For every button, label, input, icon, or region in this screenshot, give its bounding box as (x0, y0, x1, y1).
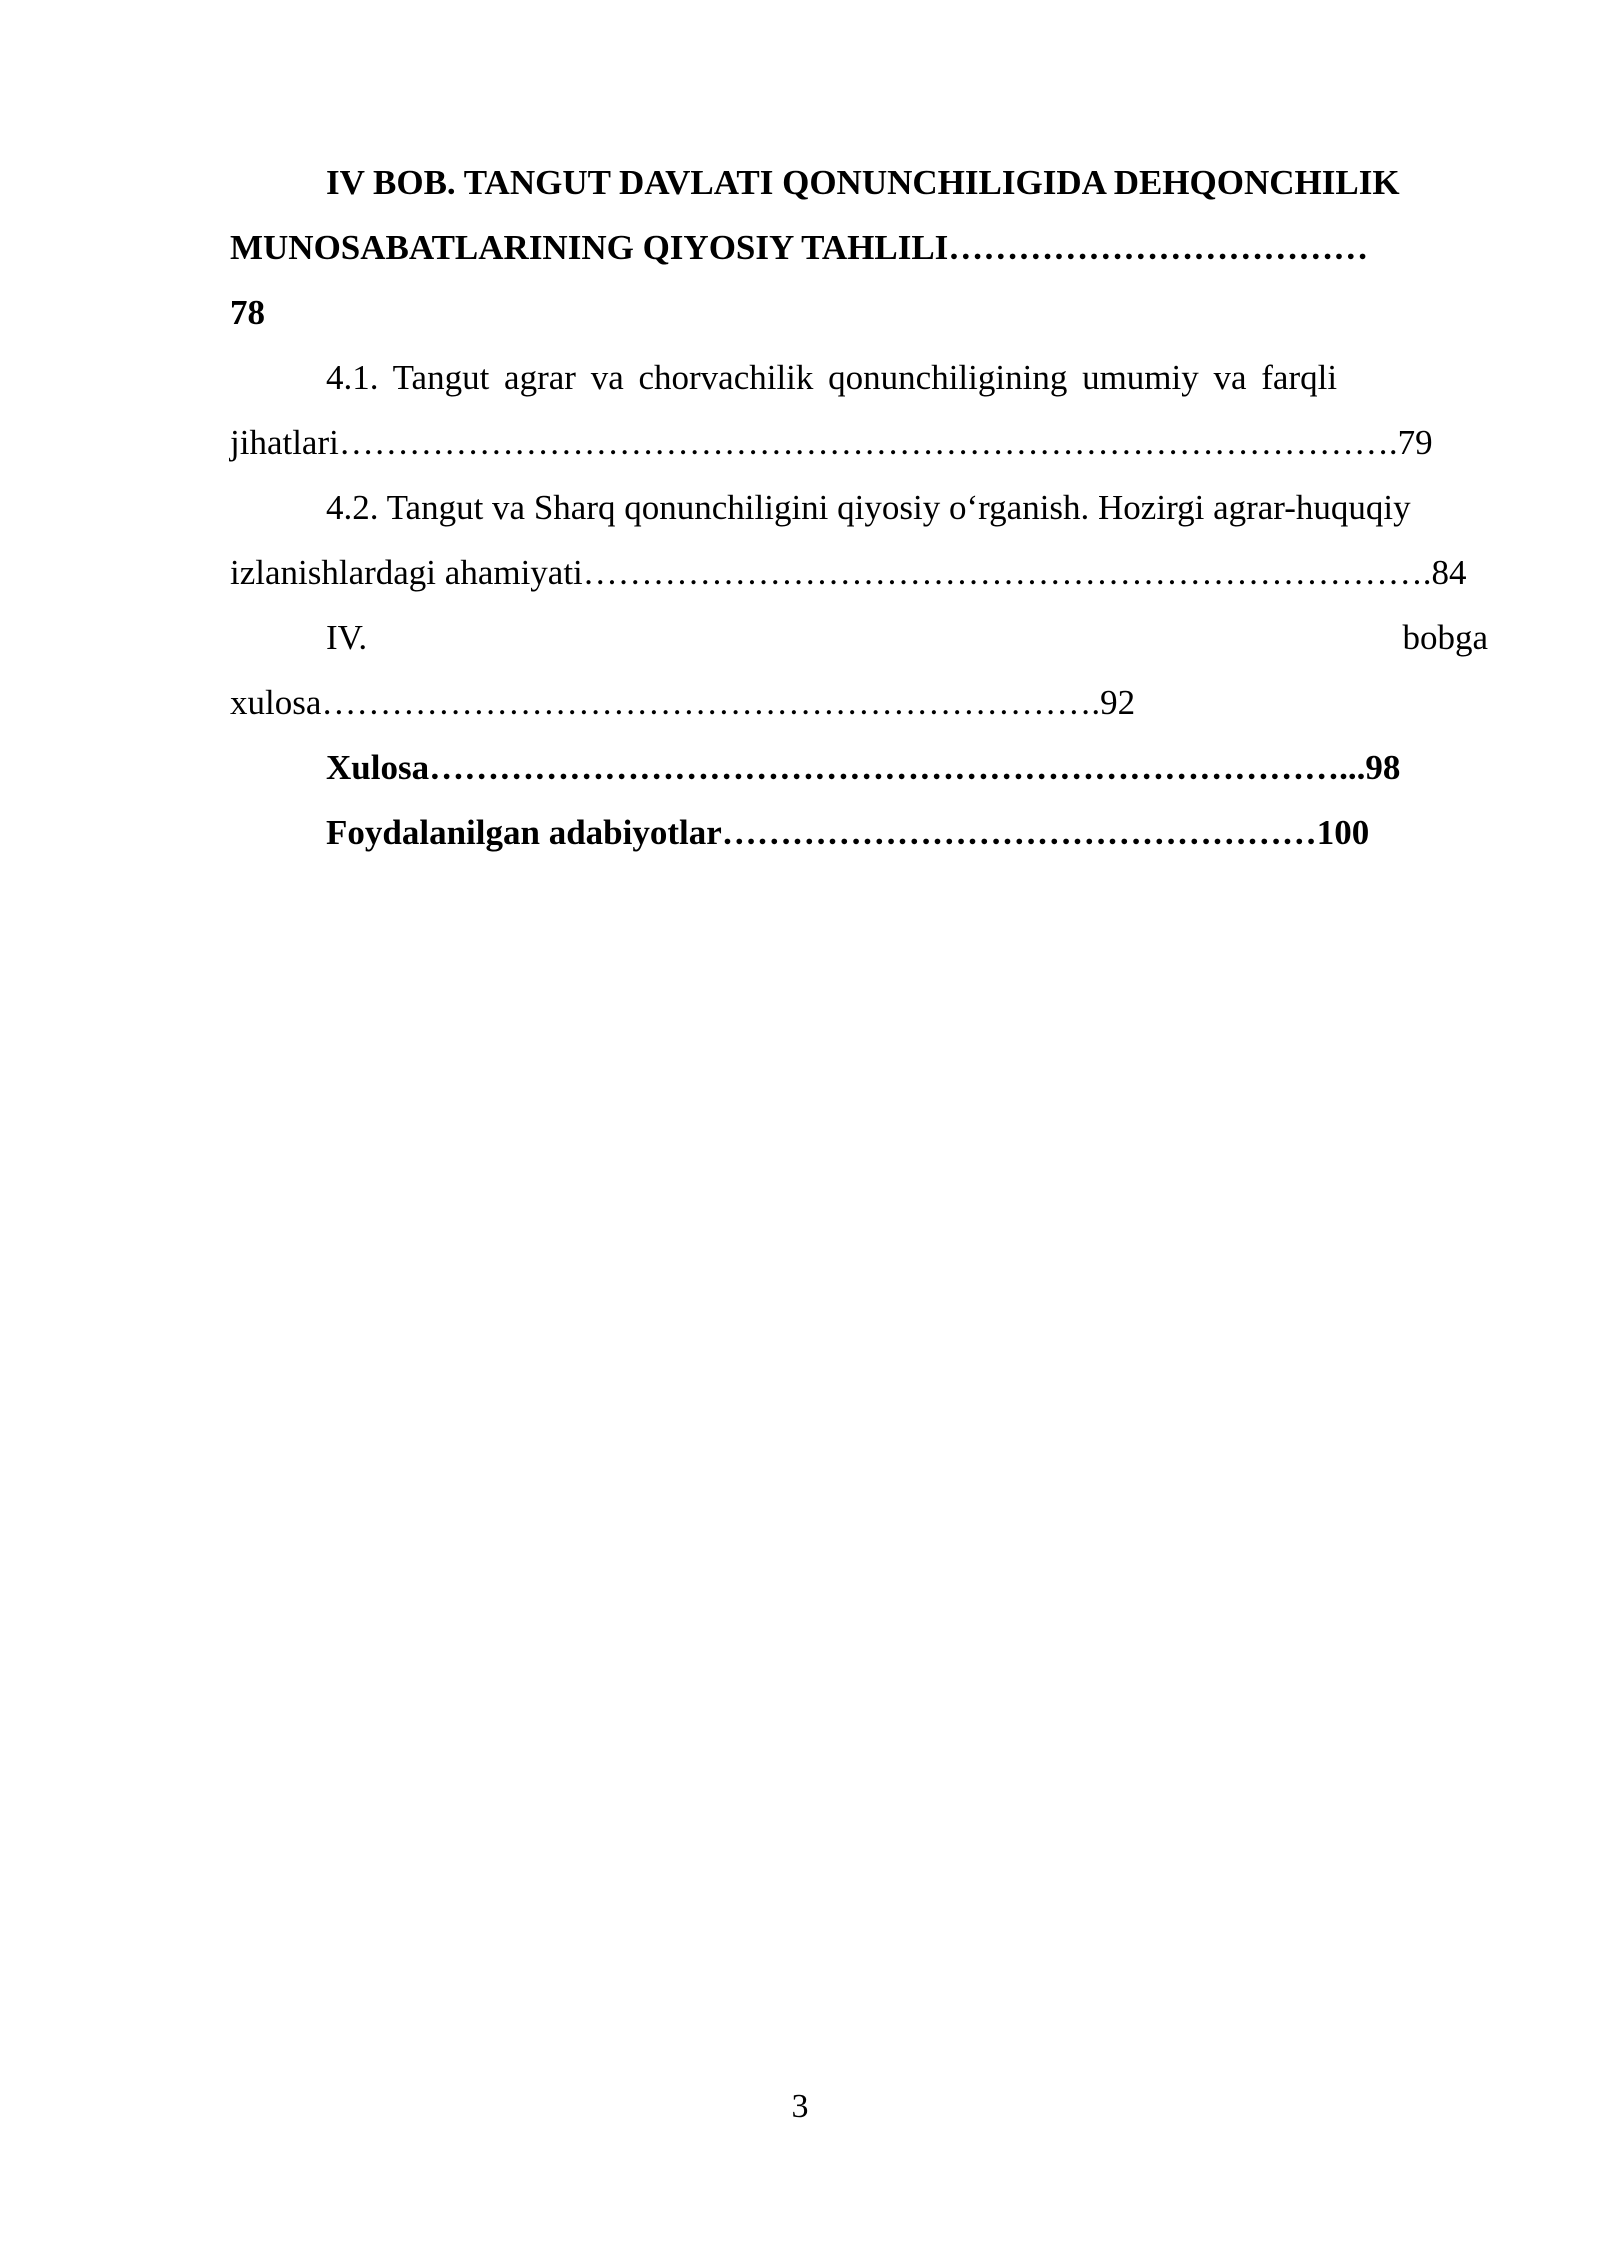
toc-entry-section-4-2 (230, 475, 1488, 605)
toc-entry-references (230, 800, 1488, 865)
toc-entry-chapter-4-conclusion (230, 605, 1488, 735)
chapter-4-conclusion-line1 (230, 605, 1488, 670)
section-4-2-line2: izlanishlardagi ahamiyati……………………………………………………………….84 (230, 553, 1467, 592)
chapter-4-title-line2: MUNOSABATLARINING QIYOSIY TAHLILI……………………………… (230, 228, 1369, 267)
table-of-contents (230, 150, 1488, 865)
chapter-4-page: 78 (230, 293, 265, 332)
xulosa-entry: Xulosa……………………………………………………………………...98 (326, 748, 1401, 787)
page-number: 3 (791, 2088, 809, 2125)
toc-entry-section-4-1 (230, 345, 1488, 475)
section-4-1-line1: 4.1. Tangut agrar va chorvachilik qonunchiligining umumiy va farqli (326, 358, 1338, 397)
chapter-4-title-line1: IV BOB. TANGUT DAVLATI QONUNCHILIGIDA DEHQONCHILIK (326, 163, 1400, 202)
section-4-1-line2: jihatlari……………………………………………………………………………….79 (230, 423, 1433, 462)
chapter-4-conclusion-word1: IV. (326, 618, 368, 657)
chapter-4-conclusion-line2: xulosa………………………………………………………….92 (230, 683, 1136, 722)
chapter-4-conclusion-word2: bobga (1402, 618, 1488, 657)
section-4-2-line1: 4.2. Tangut va Sharq qonunchiligini qiyosiy o‘rganish. Hozirgi agrar-huquqiy (326, 488, 1411, 527)
toc-entry-xulosa (230, 735, 1488, 800)
toc-entry-chapter-4 (230, 150, 1488, 345)
references-entry: Foydalanilgan adabiyotlar……………………………………………100 (326, 813, 1370, 852)
